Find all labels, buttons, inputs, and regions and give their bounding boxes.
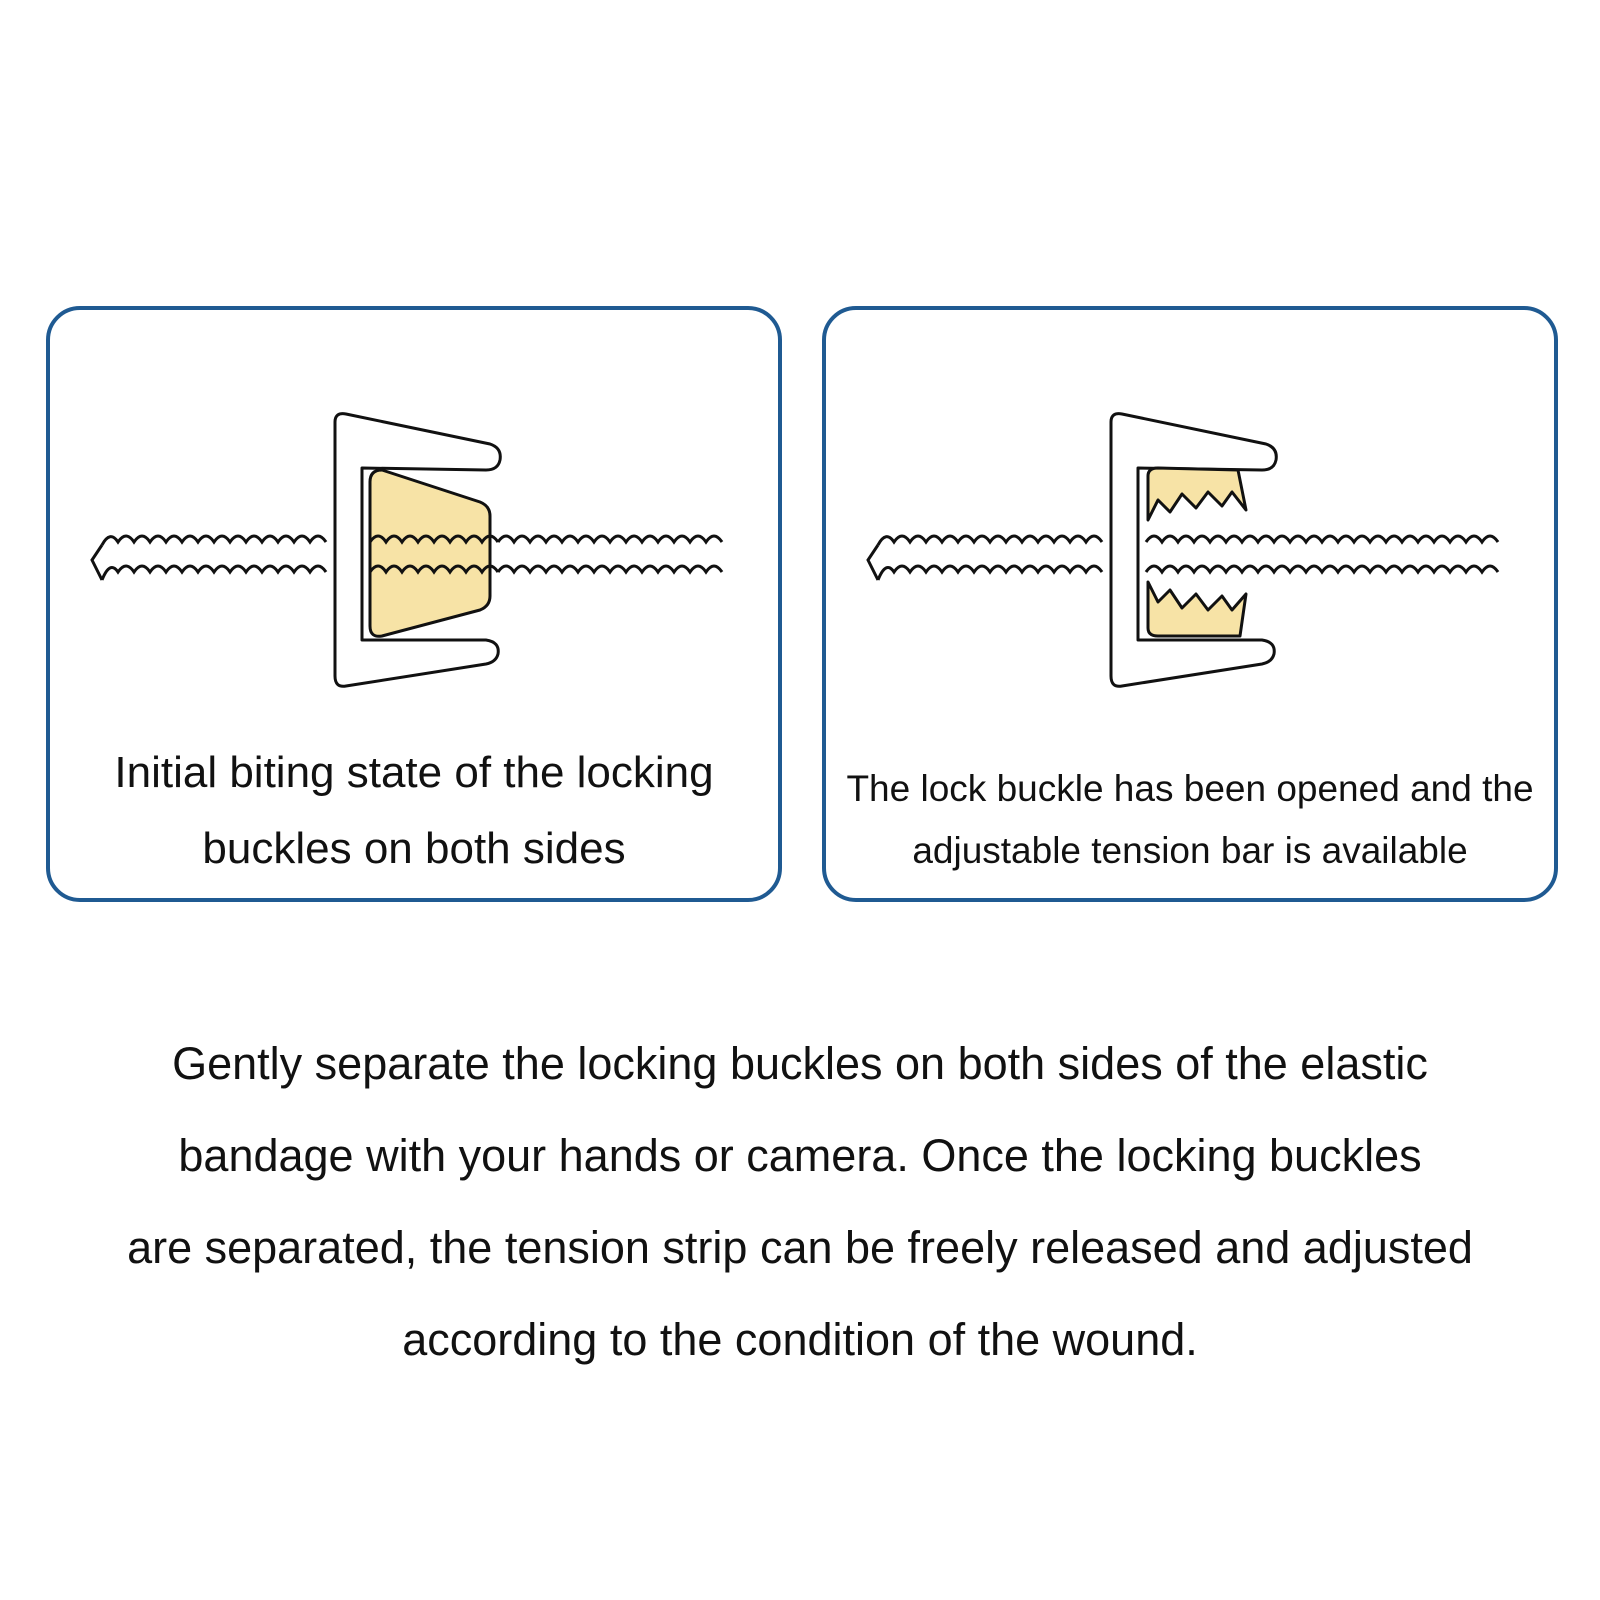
band-top-wave-left <box>102 536 326 545</box>
band-left-end <box>92 545 102 580</box>
locked-insert <box>370 470 490 636</box>
band-top-wave-left <box>878 536 1102 545</box>
closed-caption-line-2: buckles on both sides <box>202 824 626 873</box>
instruction-line-1: Gently separate the locking buckles on both sides of the elastic <box>172 1038 1428 1089</box>
open-caption-line-2: adjustable tension bar is available <box>912 830 1468 871</box>
band-bottom-wave-left <box>102 566 326 580</box>
open-state-caption <box>836 758 1544 882</box>
closed-caption-line-1: Initial biting state of the locking <box>114 748 714 797</box>
band-left-end <box>868 545 878 580</box>
open-buckle-diagram <box>826 310 1554 730</box>
band-bottom-wave-left <box>878 566 1102 580</box>
open-caption-line-1: The lock buckle has been opened and the <box>846 768 1534 809</box>
band-top-wave-right <box>498 536 722 542</box>
open-upper-jaw <box>1148 468 1246 520</box>
usage-instructions <box>40 1018 1560 1386</box>
closed-buckle-diagram <box>50 310 778 730</box>
open-state-panel <box>822 306 1558 902</box>
open-lower-jaw <box>1148 582 1246 636</box>
buckle-frame <box>1111 414 1276 687</box>
instruction-line-4: according to the condition of the wound. <box>402 1314 1198 1365</box>
band-bottom-wave-right <box>498 566 722 572</box>
closed-state-panel <box>46 306 782 902</box>
band-bottom-wave-right <box>1146 566 1498 572</box>
instruction-line-2: bandage with your hands or camera. Once the locking buckles <box>178 1130 1422 1181</box>
closed-state-caption <box>60 735 768 887</box>
band-top-wave-right <box>1146 536 1498 542</box>
instruction-line-3: are separated, the tension strip can be freely released and adjusted <box>127 1222 1473 1273</box>
